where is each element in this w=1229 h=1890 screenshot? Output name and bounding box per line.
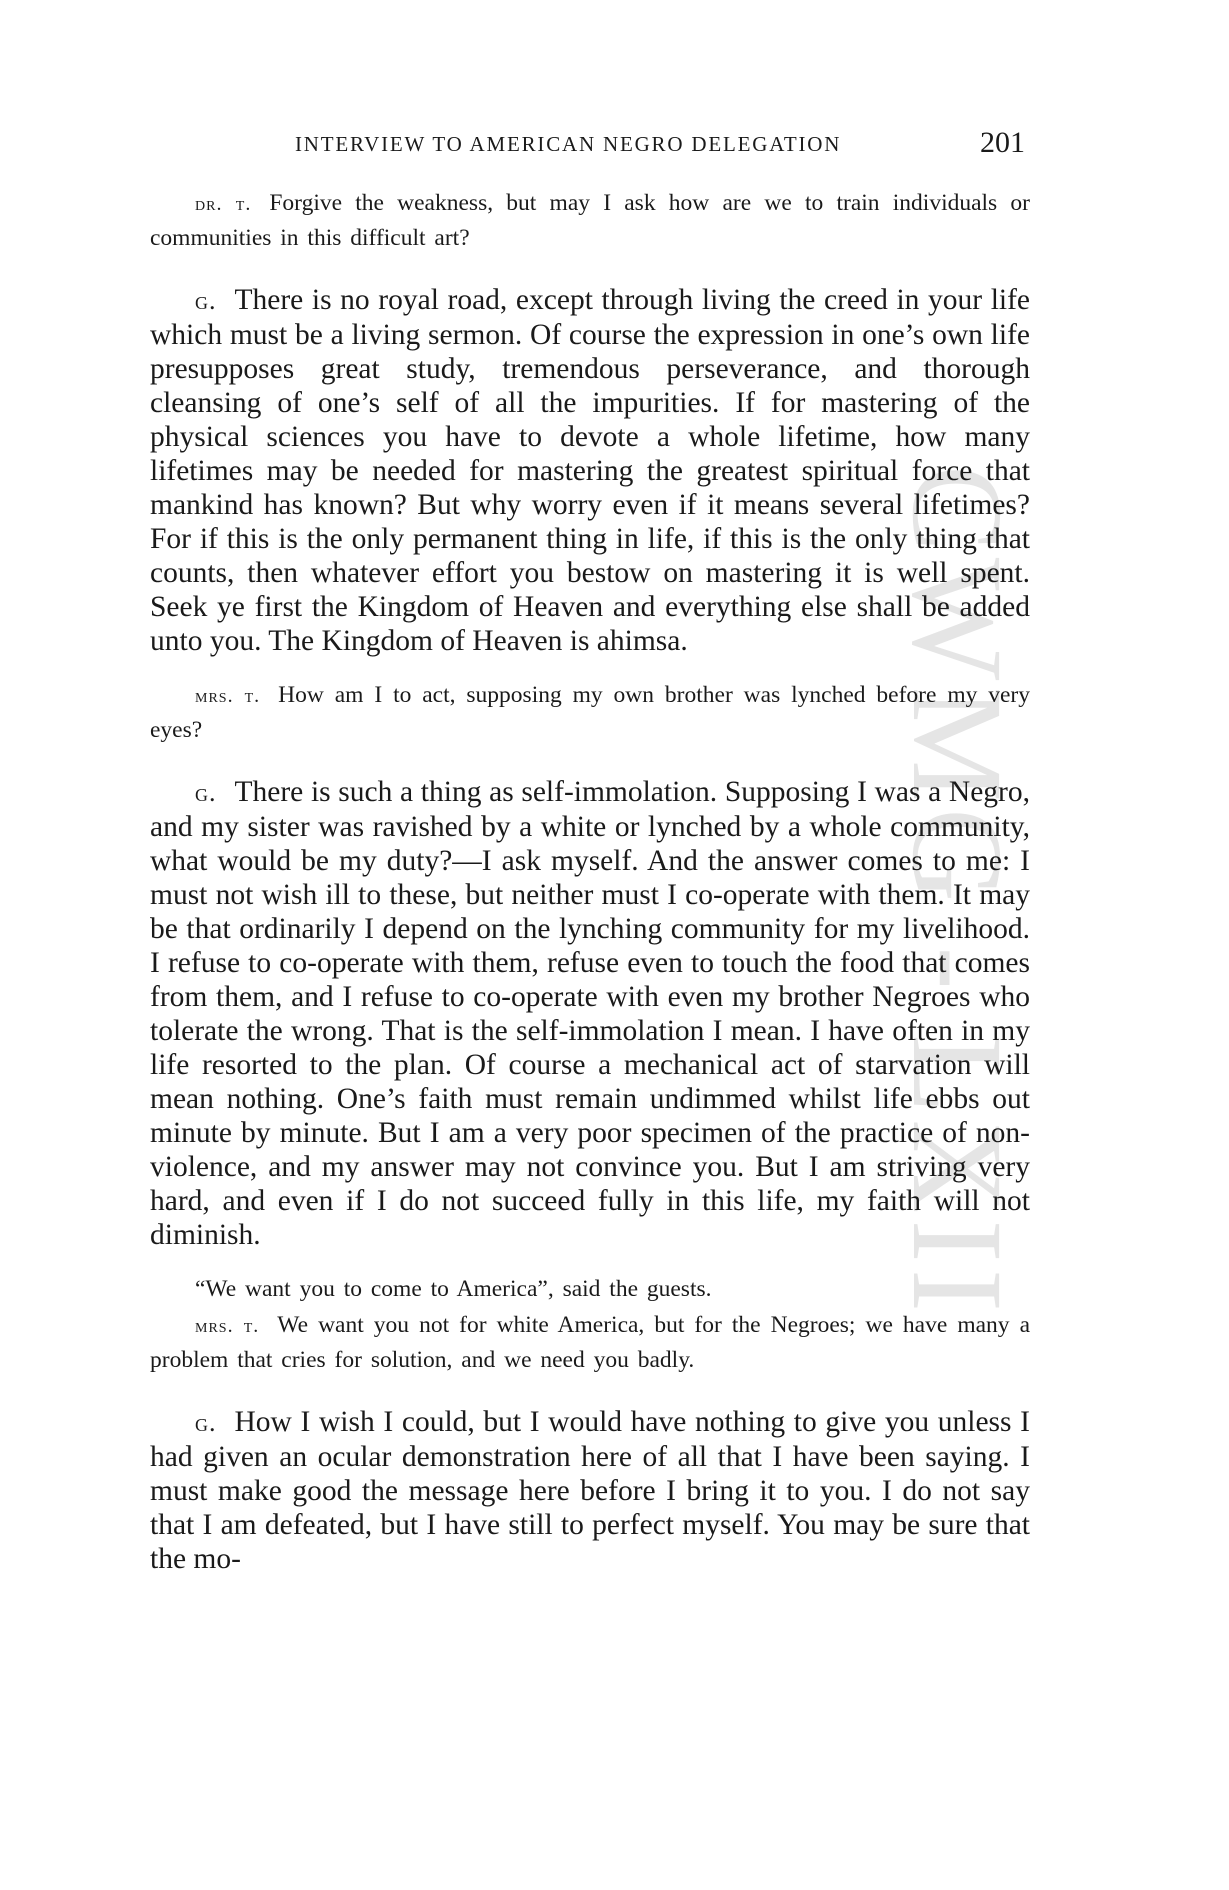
- paragraph-g-answer-3: [150, 1405, 1030, 1576]
- speaker-label: g.: [195, 286, 217, 315]
- paragraph-guests-quote: [150, 1272, 1030, 1306]
- speaker-label: mrs. t.: [195, 1315, 260, 1337]
- speaker-label: dr. t.: [195, 193, 252, 215]
- paragraph-text: How I wish I could, but I would have nothing to give you unless I had given an ocular demonstration here of all that I have been saying. I must make good the message here before I bring it to you. I do not say that I am defeated, but I have still to perfect myself. You may be sure that the mo-: [150, 1406, 1030, 1575]
- speaker-label: mrs. t.: [195, 685, 261, 707]
- paragraph-g-answer-1: [150, 283, 1030, 658]
- paragraph-text: Forgive the weakness, but may I ask how are we to train individuals or communities in this difficult art?: [150, 190, 1030, 251]
- page-number: 201: [980, 126, 1025, 159]
- paragraph-mrs-t-question: [150, 678, 1030, 747]
- document-page: [150, 120, 1030, 1576]
- paragraph-text: There is no royal road, except through living the creed in your life which must be a living sermon. Of course the expression in one’s own life presupposes great study, tremendous perseverance, and thorough cleansing of one’s self of all the impurities. If for mastering of the physical sciences you have to devote a whole lifetime, how many lifetimes may be needed for mastering the greatest spiritual force that mankind has known? But why worry even if it means several lifetimes? For if this is the only permanent thing in life, if this is the only thing that counts, then whatever effort you bestow on mastering it is well spent. Seek ye first the Kingdom of Heaven and everything else shall be added unto you. The Kingdom of Heaven is ahimsa.: [150, 284, 1030, 657]
- watermark: CWMG - LXII: [885, 465, 1029, 1319]
- paragraph-g-answer-2: [150, 775, 1030, 1252]
- paragraph-dr-t-question: [150, 186, 1030, 255]
- paragraph-text: We want you not for white America, but for the Negroes; we have many a problem that cries for solution, and we need you badly.: [150, 1312, 1030, 1373]
- paragraph-text: There is such a thing as self-immolation. Supposing I was a Negro, and my sister was ravished by a white or lynched by a whole community, what would be my duty?—I ask myself. And the answer comes to me: I must not wish ill to these, but neither must I co-operate with them. It may be that ordinarily I depend on the lynching community for my livelihood. I refuse to co-operate with them, refuse even to touch the food that comes from them, and I refuse to co-operate with even my brother Negroes who tolerate the wrong. That is the self-immolation I mean. I have often in my life resorted to the plan. Of course a mechanical act of starvation will mean nothing. One’s faith must remain undimmed whilst life ebbs out minute by minute. But I am a very poor specimen of the practice of non-violence, and my answer may not convince you. But I am striving very hard, and even if I do not succeed fully in this life, my faith will not diminish.: [150, 776, 1030, 1251]
- speaker-label: g.: [195, 1408, 217, 1437]
- page-header: [150, 120, 1030, 168]
- paragraph-text: “We want you to come to America”, said the guests.: [195, 1276, 712, 1302]
- paragraph-text: How am I to act, supposing my own brother was lynched before my very eyes?: [150, 682, 1031, 743]
- running-head: INTERVIEW TO AMERICAN NEGRO DELEGATION: [295, 132, 842, 156]
- speaker-label: g.: [195, 778, 217, 807]
- paragraph-mrs-t-request: [150, 1308, 1030, 1377]
